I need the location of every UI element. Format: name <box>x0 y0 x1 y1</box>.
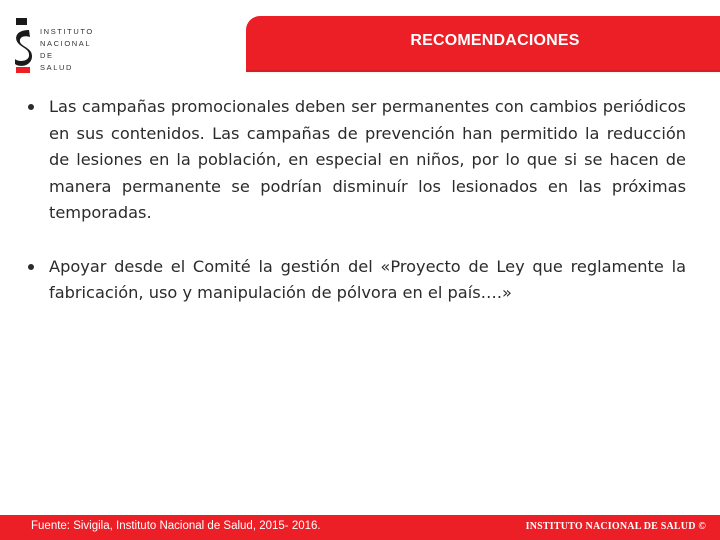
bullet-dot-icon <box>28 264 34 270</box>
list-item <box>28 94 686 227</box>
footer-bar <box>0 515 720 540</box>
banner-shadow <box>246 70 720 74</box>
logo-line: SALUD <box>40 63 74 72</box>
logo-line: NACIONAL DE <box>40 39 91 60</box>
bullet-dot-icon <box>28 104 34 110</box>
logo-text <box>40 26 102 74</box>
footer-brand: INSTITUTO NACIONAL DE SALUD © <box>525 521 706 532</box>
page-title: RECOMENDACIONES <box>410 32 580 49</box>
ins-logo-icon <box>12 16 34 74</box>
list-item <box>28 254 686 307</box>
ins-logo <box>12 16 102 76</box>
bullet-list <box>28 94 686 307</box>
title-banner <box>246 16 720 72</box>
footer-source: Fuente: Sivigila, Instituto Nacional de Salud, 2015- 2016. <box>31 520 321 532</box>
logo-line: INSTITUTO <box>40 27 94 36</box>
bullet-text: Apoyar desde el Comité la gestión del «Proyecto de Ley que reglamente la fabricación, uso y manipulación de pólvora en el país….» <box>49 256 686 302</box>
bullet-text: Las campañas promocionales deben ser permanentes con cambios periódicos en sus contenidos. Las campañas de prevención han permitido la reducción de lesiones en la población, en especial en niños, por lo que si se hacen de manera permanente se podrían disminuír los lesionados en las próximas temporadas. <box>49 97 686 222</box>
